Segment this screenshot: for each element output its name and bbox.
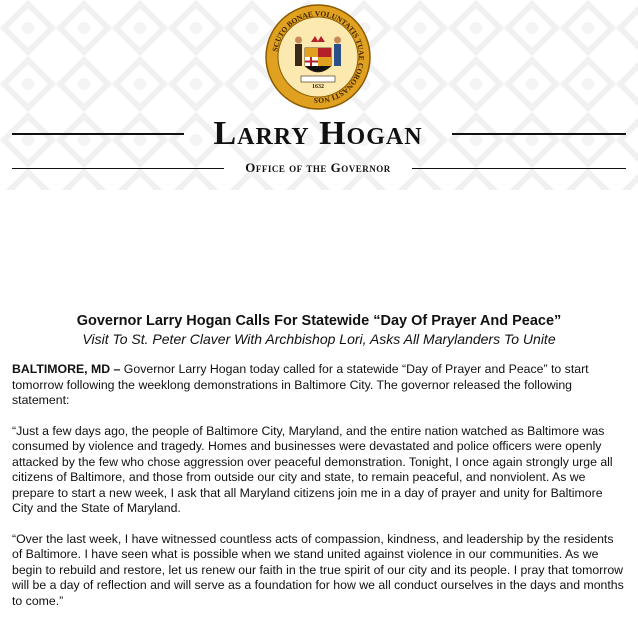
release-intro: [12, 362, 626, 409]
rule-left-lower: [12, 168, 224, 169]
rule-right: [452, 133, 626, 135]
office-title: Office of the Governor: [245, 160, 391, 175]
press-release: [12, 312, 626, 624]
seal-motto: SCUTO BONAE VOLUNTATIS TUAE CORONASTI NOS: [270, 8, 367, 106]
letterhead: [0, 0, 638, 190]
rule-right-lower: [412, 168, 626, 169]
maryland-state-seal: [265, 4, 371, 110]
dateline: BALTIMORE, MD –: [12, 362, 121, 376]
release-headline: Governor Larry Hogan Calls For Statewide “Day Of Prayer And Peace”: [76, 313, 562, 329]
governor-name: Larry Hogan: [213, 115, 423, 152]
statement-paragraph-2: “Over the last week, I have witnessed countless acts of compassion, kindness, and leadership by the residents of Baltimore. I have seen what is possible when we stand united against violence in our communities. As we begin to rebuild and restore, let us renew our faith in the true spirit of our city and its people. I pray that tomorrow will be a day of reflection and will serve as a foundation for how we all conduct ourselves in the days and months to come.”: [12, 531, 624, 608]
intro-text: Governor Larry Hogan today called for a statewide “Day of Prayer and Peace” to start tomorrow following the weeklong demonstrations in Baltimore City. The governor released the following statement:: [12, 362, 589, 407]
statement-paragraph-1: “Just a few days ago, the people of Baltimore City, Maryland, and the entire nation watched as Baltimore was consumed by violence and tragedy. Homes and businesses were devastated and police officers were openly attacked by the few who chose aggression over peaceful demonstration. Tonight, I once again strongly urge all citizens of Baltimore, and those from outside our city and state, to remain peaceful, and nonviolent. As we prepare to start a new week, I ask that all Maryland citizens join me in a day of prayer and unity for Baltimore City and the State of Maryland.: [12, 423, 613, 515]
release-subhead: Visit To St. Peter Claver With Archbishop Lori, Asks All Marylanders To Unite: [82, 331, 556, 347]
seal-year: 1632: [312, 84, 324, 90]
rule-left: [12, 133, 184, 135]
